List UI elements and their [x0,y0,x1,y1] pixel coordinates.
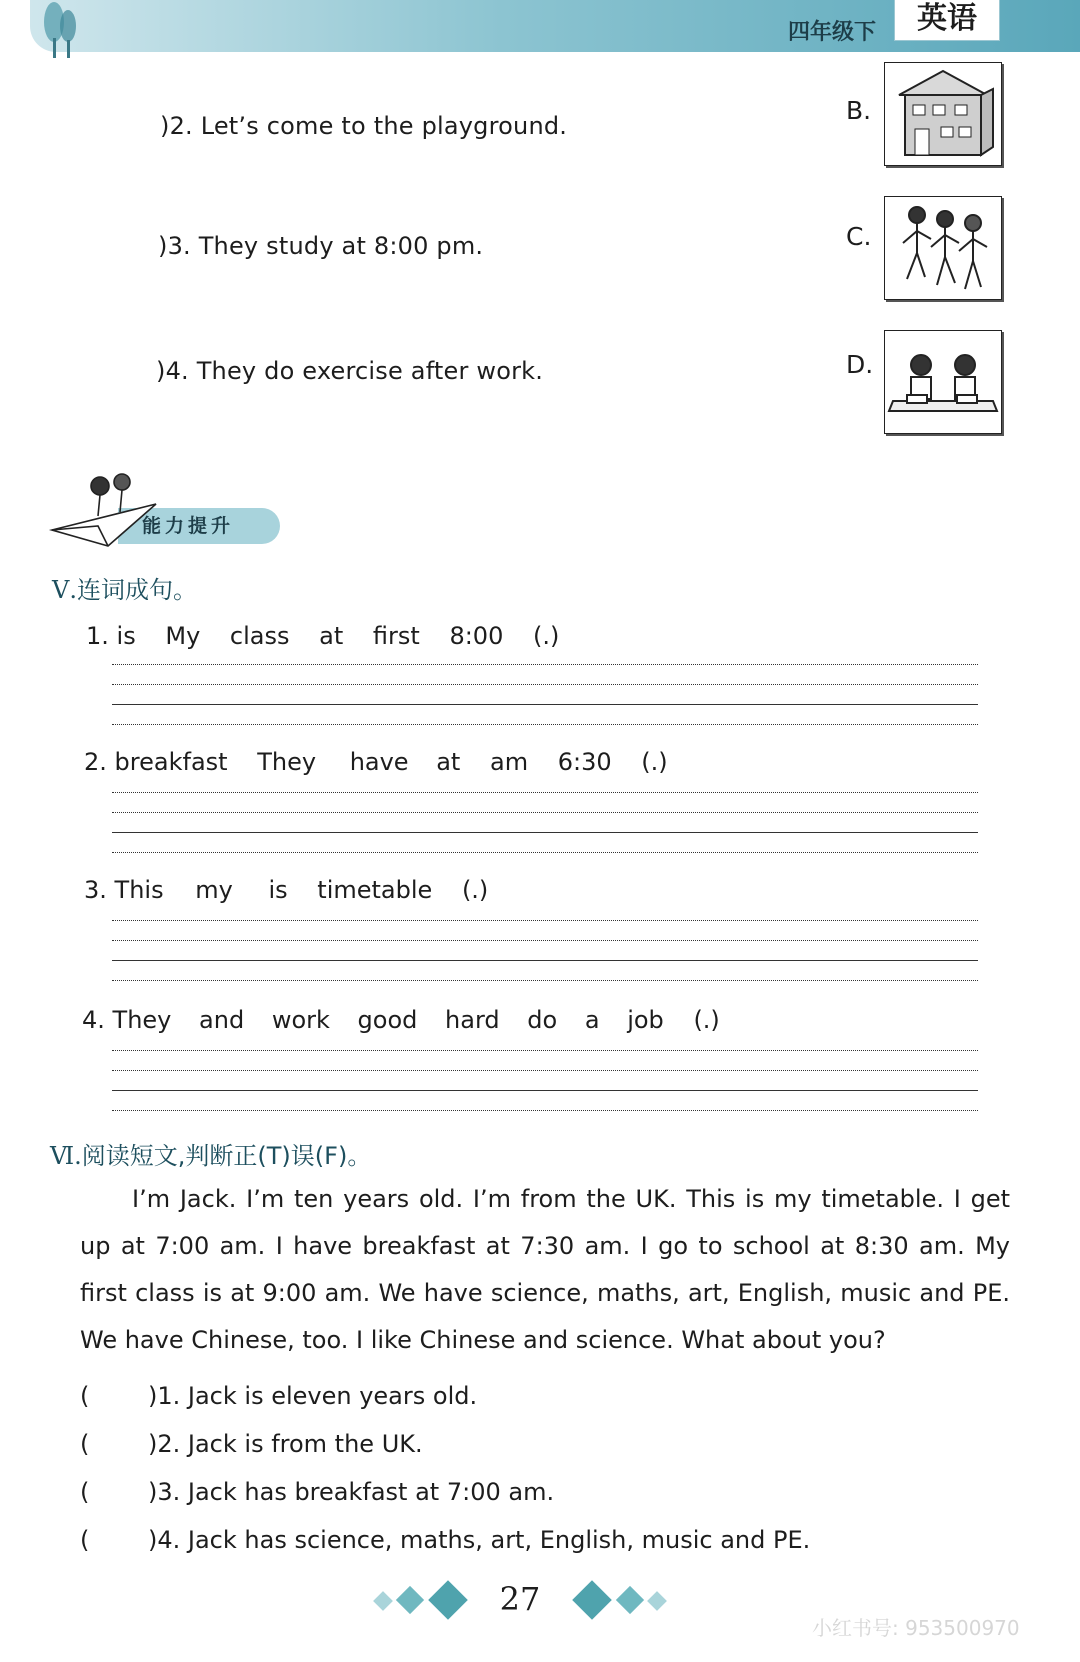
word: timetable [317,876,433,904]
word: at [319,622,344,650]
word: (.) [533,622,560,650]
match-item-2: )2. Let’s come to the playground. [160,112,568,140]
word: am [489,748,529,776]
section-6-heading [50,1136,371,1171]
watermark: 小红书号: 953500970 [812,1616,1020,1640]
decor-diamond [428,1580,468,1620]
item-number: 2. [84,748,107,776]
word: (.) [693,1006,720,1034]
answer-line-dotted [112,1070,978,1071]
word: breakfast [114,748,228,776]
grade-label: 四年级下 [788,19,877,45]
option-d-letter: D. [846,350,874,379]
option-c-picture [884,196,1002,300]
word: have [349,748,409,776]
word: and [199,1006,245,1034]
subject-label: 英语 [894,0,1000,41]
option-c-letter: C. [846,222,872,251]
answer-line-dotted [112,980,978,981]
word: hard [445,1006,500,1034]
answer-line-dotted [112,940,978,941]
match-item-3: )3. They study at 8:00 pm. [158,232,484,260]
word: They [112,1006,172,1034]
answer-line-solid [112,1090,978,1091]
answer-line-dotted [112,852,978,853]
tf-item-1: )1. Jack is eleven years old. [148,1382,478,1410]
paper-plane-kids-icon [48,464,160,554]
option-d-picture [884,330,1002,434]
decor-diamond [647,1591,667,1611]
answer-line-dotted [112,684,978,685]
word: first [372,622,420,650]
answer-line-solid [112,960,978,961]
word: class [229,622,290,650]
answer-line-dotted [112,792,978,793]
word: is [268,876,288,904]
word: (.) [641,748,668,776]
word: 8:00 [449,622,504,650]
reorder-item-1 [86,622,559,650]
tree-icon [40,0,80,60]
word: at [436,748,461,776]
answer-line-dotted [112,664,978,665]
tf-paren: ( [80,1430,90,1458]
word: job [627,1006,664,1034]
word: good [357,1006,418,1034]
answer-line-dotted [112,1050,978,1051]
tf-item-4: )4. Jack has science, maths, art, English, music and PE. [148,1526,811,1554]
word: work [271,1006,330,1034]
page-number: 27 [499,1580,541,1618]
tf-paren: ( [80,1382,90,1410]
decor-diamond [373,1591,393,1611]
tf-paren: ( [80,1526,90,1554]
word: This [114,876,164,904]
answer-line-solid [112,832,978,833]
tf-item-3: )3. Jack has breakfast at 7:00 am. [148,1478,555,1506]
reading-passage: I’m Jack. I’m ten years old. I’m from the UK. This is my timetable. I get up at 7:00 am. I have breakfast at 7:30 am. I go to school at 8:30 am. My first class is at 9:00 am. We have science, maths, art, English, music and PE. We have Chinese, too. I like Chinese and science. What about you? [80,1185,1010,1354]
option-b-letter: B. [846,96,872,125]
section-6-title: 阅读短文,判断正(T)误(F)。 [81,1142,372,1170]
item-number: 3. [84,876,107,904]
answer-line-dotted [112,1110,978,1111]
section-5-title: 连词成句。 [76,576,197,604]
school-building-icon [885,63,1001,165]
word: They [257,748,317,776]
word: is [116,622,136,650]
decor-diamond [616,1586,644,1614]
section-6-numeral: Ⅵ. [50,1142,82,1170]
tf-item-2: )2. Jack is from the UK. [148,1430,423,1458]
reorder-item-3 [84,876,488,904]
decor-diamond [572,1580,612,1620]
word: do [527,1006,558,1034]
students-studying-icon [885,331,1001,433]
reorder-item-4 [82,1006,720,1034]
word: my [195,876,233,904]
section-5-numeral: Ⅴ. [52,576,77,604]
ability-ribbon: 能力提升 [118,508,280,544]
answer-line-dotted [112,920,978,921]
word: My [165,622,201,650]
word: (.) [461,876,489,904]
option-b-picture [884,62,1002,166]
children-exercising-icon [885,197,1001,299]
answer-line-solid [112,704,978,705]
word: a [584,1006,600,1034]
word: 6:30 [557,748,612,776]
section-5-heading [52,570,197,605]
answer-line-dotted [112,812,978,813]
item-number: 4. [82,1006,105,1034]
answer-line-dotted [112,724,978,725]
match-item-4: )4. They do exercise after work. [156,357,544,385]
decor-diamond [396,1586,424,1614]
reorder-item-2 [84,748,668,776]
item-number: 1. [86,622,109,650]
tf-paren: ( [80,1478,90,1506]
